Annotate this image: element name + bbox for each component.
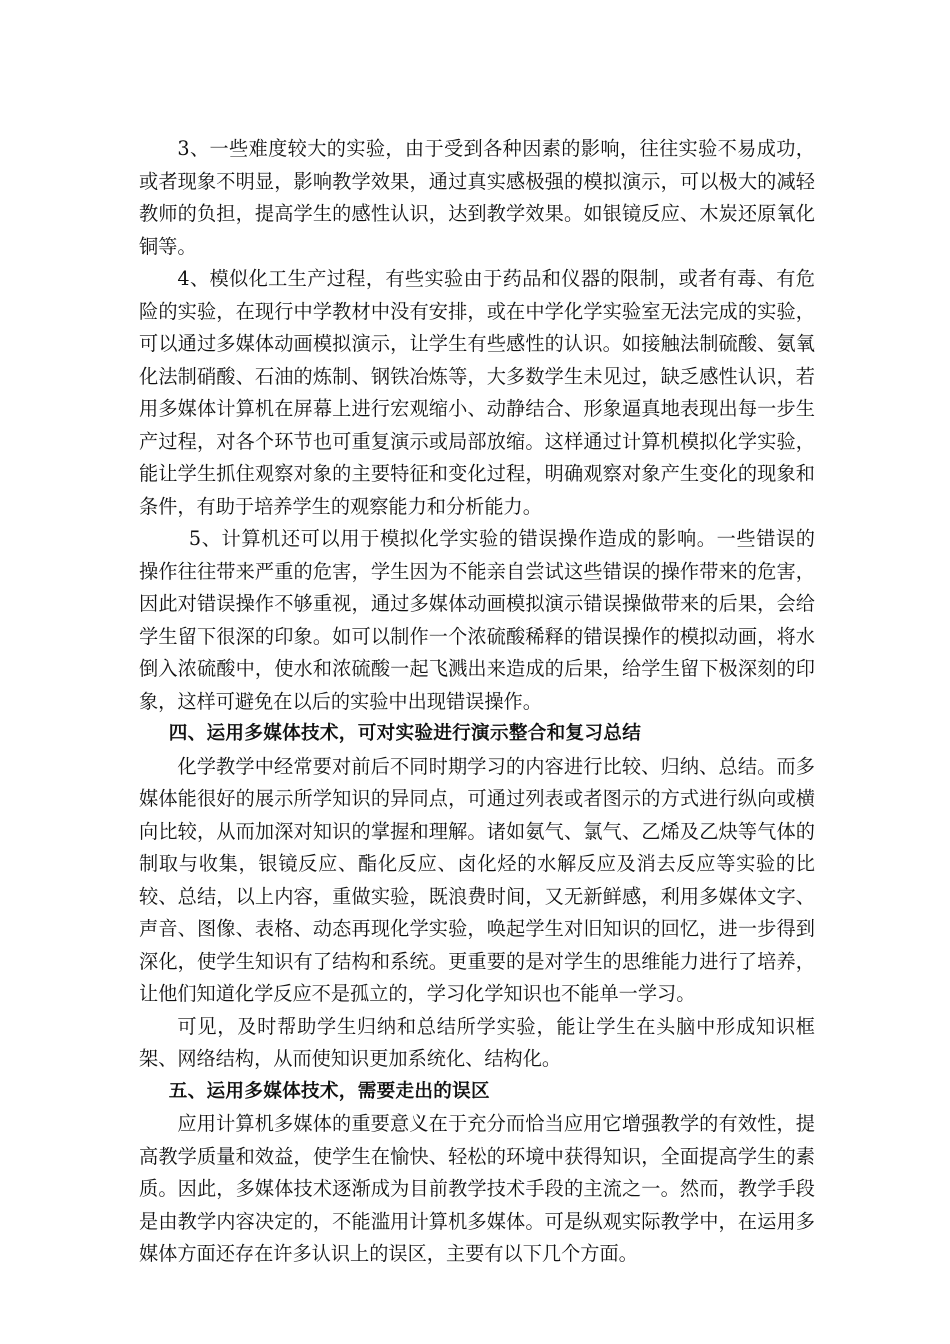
paragraph-5-error-simulation: 5、计算机还可以用于模拟化学实验的错误操作造成的影响。一些错误的操作往往带来严重的危害，学生因为不能亲自尝试这些错误的操作带来的危害，因此对错误操作不够重视，通过多媒体动画模拟演示错误操做带来的后果，会给学生留下很深的印象。如可以制作一个浓硫酸稀释的错误操作的模拟动画，将水倒入浓硫酸中，使水和浓硫酸一起飞溅出来造成的后果，给学生留下极深刻的印象，这样可避免在以后的实验中出现错误操作。 bbox=[139, 527, 815, 713]
paragraph-3-difficult-experiments: 3、一些难度较大的实验，由于受到各种因素的影响，往往实验不易成功，或者现象不明显，影响教学效果，通过真实感极强的模拟演示，可以极大的减轻教师的负担，提高学生的感性认识，达到教学效果。如银镜反应、木炭还原氧化铜等。 bbox=[139, 137, 815, 258]
section-heading-5: 五、运用多媒体技术，需要走出的误区 bbox=[168, 1080, 490, 1102]
paragraph-conclusion: 可见，及时帮助学生归纳和总结所学实验，能让学生在头脑中形成知识框架、网络结构，从而使知识更加系统化、结构化。 bbox=[139, 1014, 815, 1070]
section-heading-4: 四、运用多媒体技术，可对实验进行演示整合和复习总结 bbox=[168, 723, 642, 744]
document-body bbox=[139, 133, 815, 1271]
paragraph-review-summary: 化学教学中经常要对前后不同时期学习的内容进行比较、归纳、总结。而多媒体能很好的展示所学知识的异同点，可通过列表或者图示的方式进行纵向或横向比较，从而加深对知识的掌握和理解。诸如氨气、氯气、乙烯及乙炔等气体的制取与收集，银镜反应、酯化反应、卤化烃的水解反应及消去反应等实验的比较、总结，以上内容，重做实验，既浪费时间，又无新鲜感，利用多媒体文字、声音、图像、表格、动态再现化学实验，唤起学生对旧知识的回忆，进一步得到深化，使学生知识有了结构和系统。更重要的是对学生的思维能力进行了培养，让他们知道化学反应不是孤立的，学习化学知识也不能单一学习。 bbox=[139, 754, 815, 1005]
paragraph-4-industrial-simulation: 4、模似化工生产过程，有些实验由于药品和仪器的限制，或者有毒、有危险的实验，在现行中学教材中没有安排，或在中学化学实验室无法完成的实验，可以通过多媒体动画模拟演示，让学生有些感性的认识。如接触法制硫酸、氨氧化法制硝酸、石油的炼制、钢铁冶炼等，大多数学生未见过，缺乏感性认识，若用多媒体计算机在屏幕上进行宏观缩小、动静结合、形象逼真地表现出每一步生产过程，对各个环节也可重复演示或局部放缩。这样通过计算机模拟化学实验，能让学生抓住观察对象的主要特征和变化过程，明确观察对象产生变化的现象和条件，有助于培养学生的观察能力和分析能力。 bbox=[139, 267, 815, 518]
paragraph-misconceptions: 应用计算机多媒体的重要意义在于充分而恰当应用它增强教学的有效性，提高教学质量和效益，使学生在愉快、轻松的环境中获得知识，全面提高学生的素质。因此，多媒体技术逐渐成为目前教学技术手段的主流之一。然而，教学手段是由教学内容决定的，不能滥用计算机多媒体。可是纵观实际教学中，在运用多媒体方面还存在许多认识上的误区，主要有以下几个方面。 bbox=[139, 1112, 815, 1265]
